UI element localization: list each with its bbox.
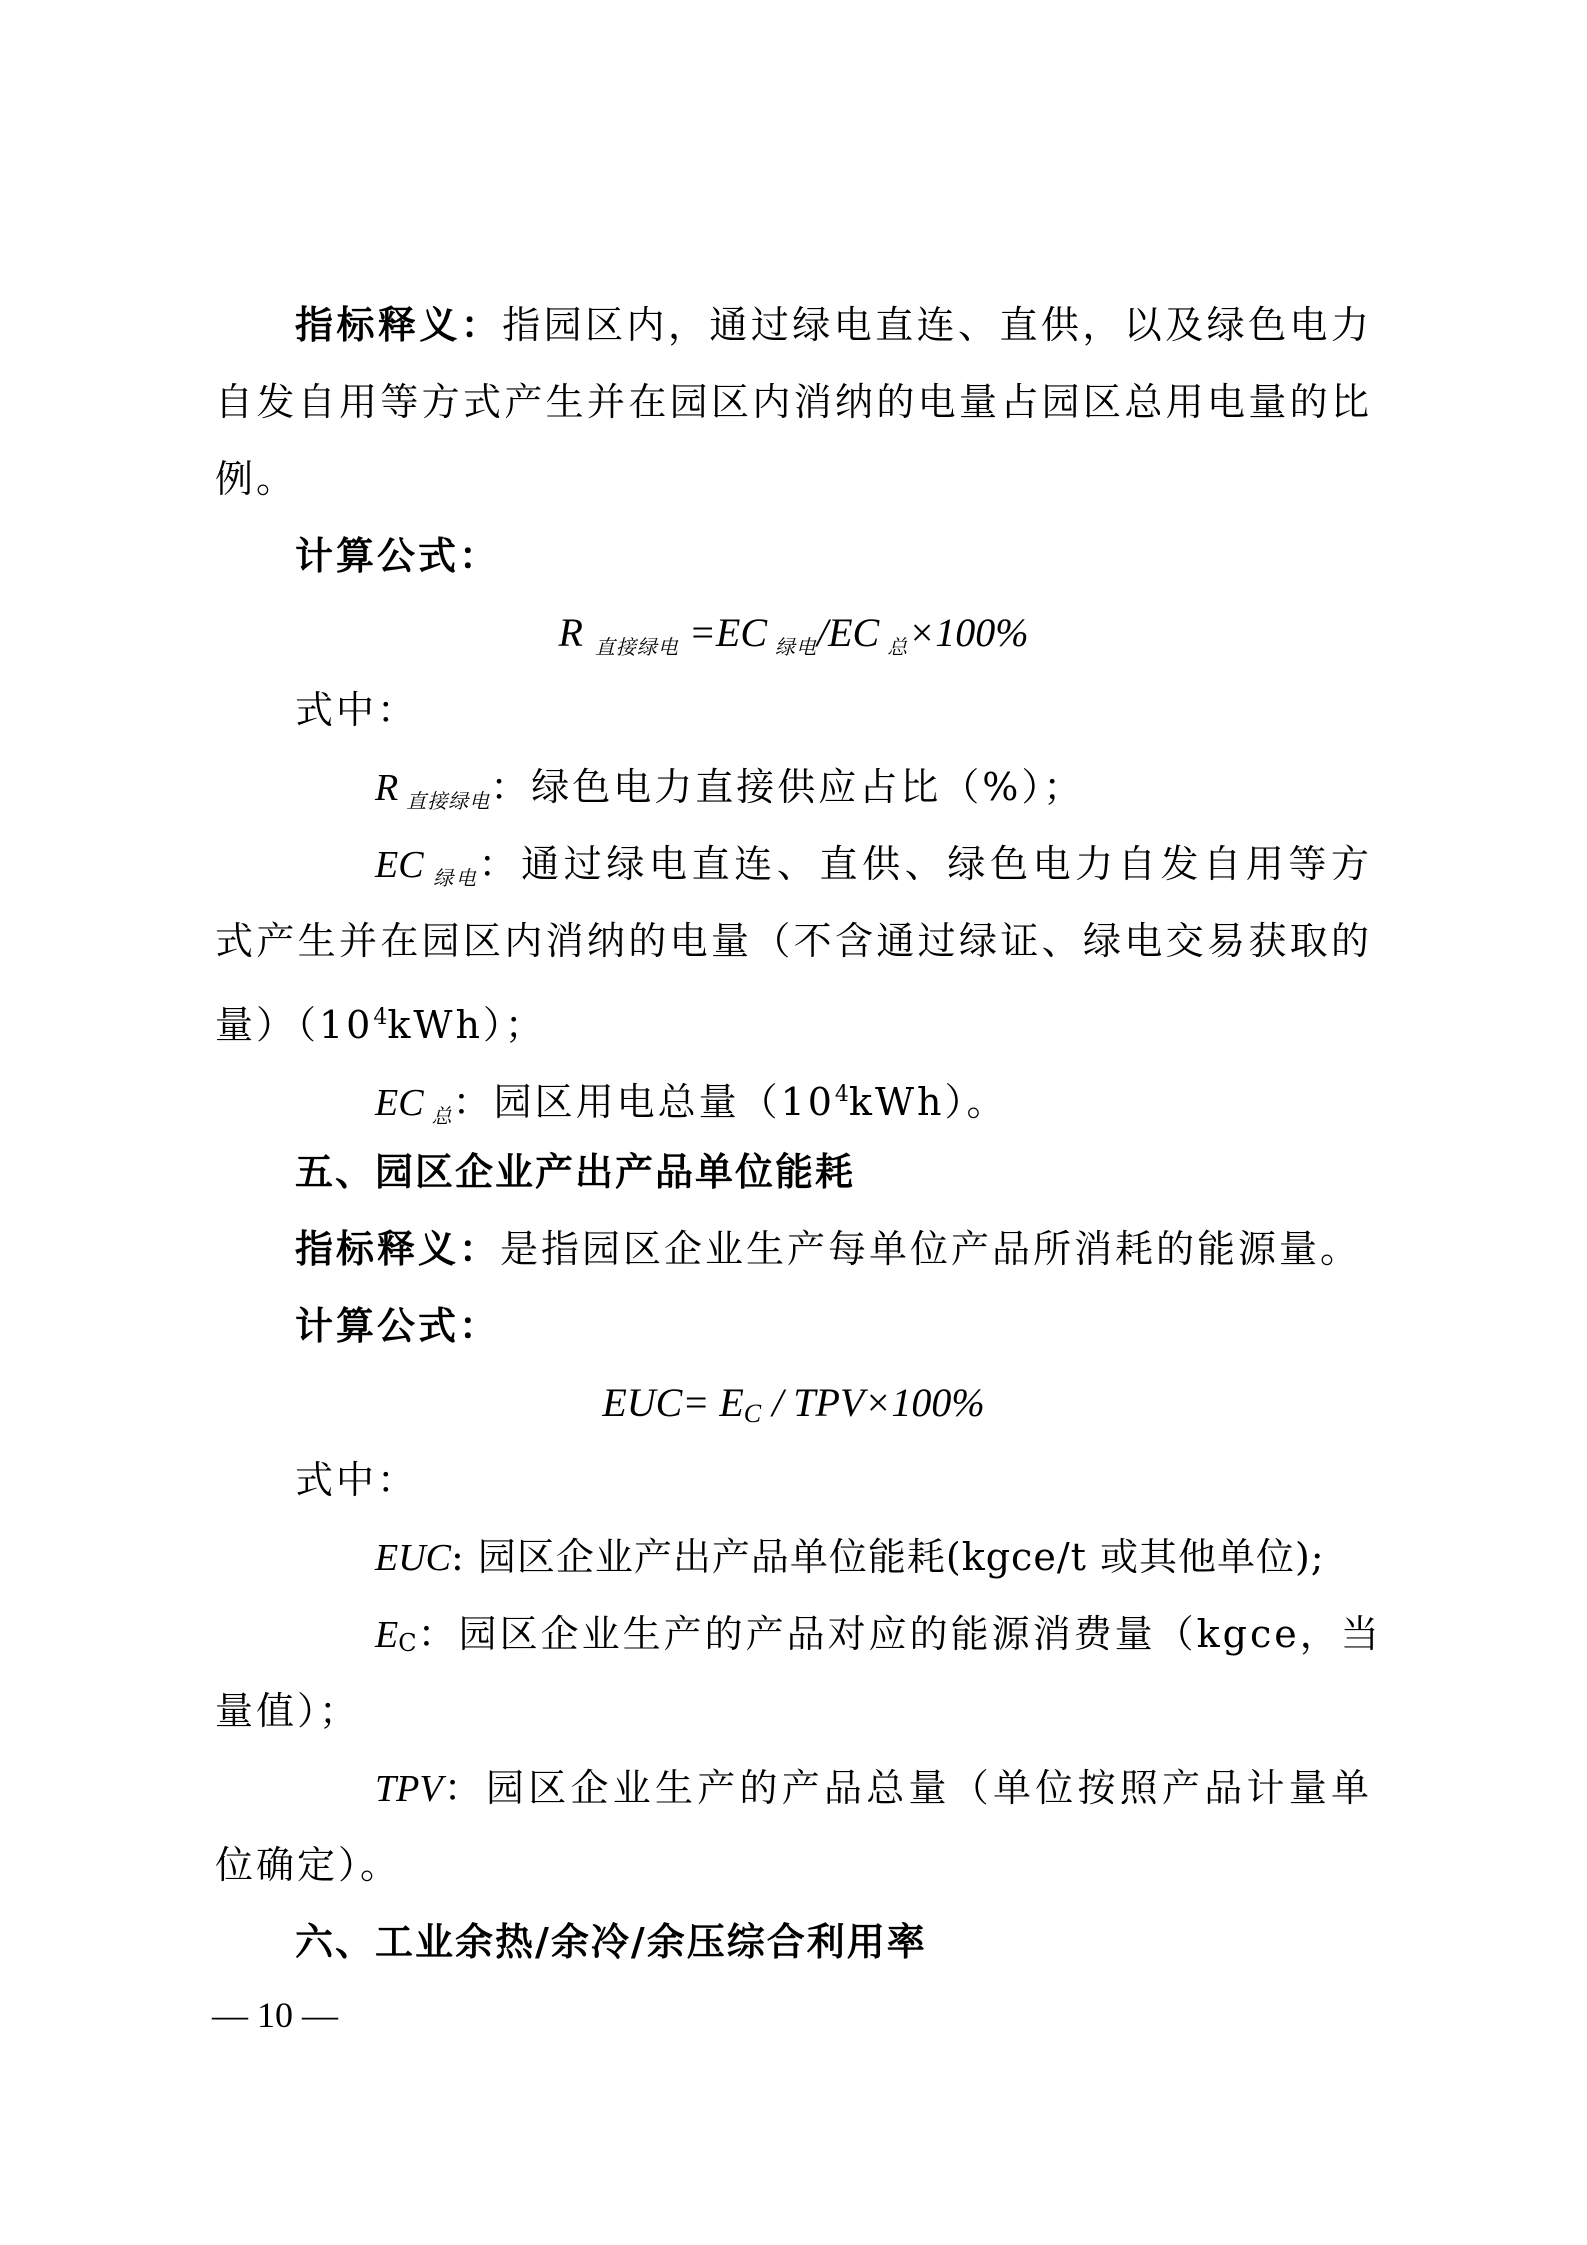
formula-green-power-ratio: R $_{直接绿电}$ =EC $_{绿电}$/EC $_总$×100% (558, 610, 1029, 659)
section-heading-5: 五、园区企业产出产品单位能耗 (295, 1150, 856, 1194)
where-label: 式中： (295, 688, 419, 732)
where-label-s5: 式中： (295, 1458, 419, 1502)
definition-line-1: 指标释义：指园区内，通过绿电直连、直供，以及绿色电力 (295, 303, 1372, 347)
formula-label: 计算公式： (295, 534, 501, 578)
var-ec-cont: 量值）； (215, 1689, 361, 1733)
var-ec-green-last: 量）$(10^4kWh)$； (215, 1003, 546, 1047)
definition-line-3: 例。 (215, 457, 298, 501)
var-ec-green: EC $_{绿电}$：通过绿电直连、直供、绿色电力自发自用等方 (375, 842, 1372, 890)
var-ec-total: EC $_总$：园区用电总量$(10^4kWh)$。 (375, 1080, 1008, 1128)
formula-unit-energy: $EUC= E_C / TPV\times 100\%$ (602, 1380, 985, 1428)
definition-line-s5: 指标释义：是指园区企业生产每单位产品所消耗的能源量。 (295, 1227, 1362, 1271)
formula-label-s5: 计算公式： (295, 1304, 501, 1348)
var-tpv-cont: 位确定）。 (215, 1843, 402, 1887)
definition-line-2: 自发自用等方式产生并在园区内消纳的电量占园区总用电量的比 (215, 380, 1372, 424)
var-tpv: TPV：园区企业生产的产品总量（单位按照产品计量单 (375, 1766, 1372, 1810)
definition-label: 指标释义： (295, 303, 503, 347)
var-ec-green-cont: 式产生并在园区内消纳的电量（不含通过绿证、绿电交易获取的 (215, 919, 1372, 963)
page-number: — 10 — (212, 1995, 338, 2035)
var-ec: EC：园区企业生产的产品对应的能源消费量（kgce，当 (375, 1612, 1382, 1657)
var-r-direct-green: R $_{直接绿电}$：绿色电力直接供应占比（%）； (375, 765, 1085, 813)
var-euc: EUC: 园区企业产出产品单位能耗(kgce/t 或其他单位); (375, 1535, 1325, 1579)
section-heading-6: 六、工业余热/余冷/余压综合利用率 (295, 1920, 927, 1964)
